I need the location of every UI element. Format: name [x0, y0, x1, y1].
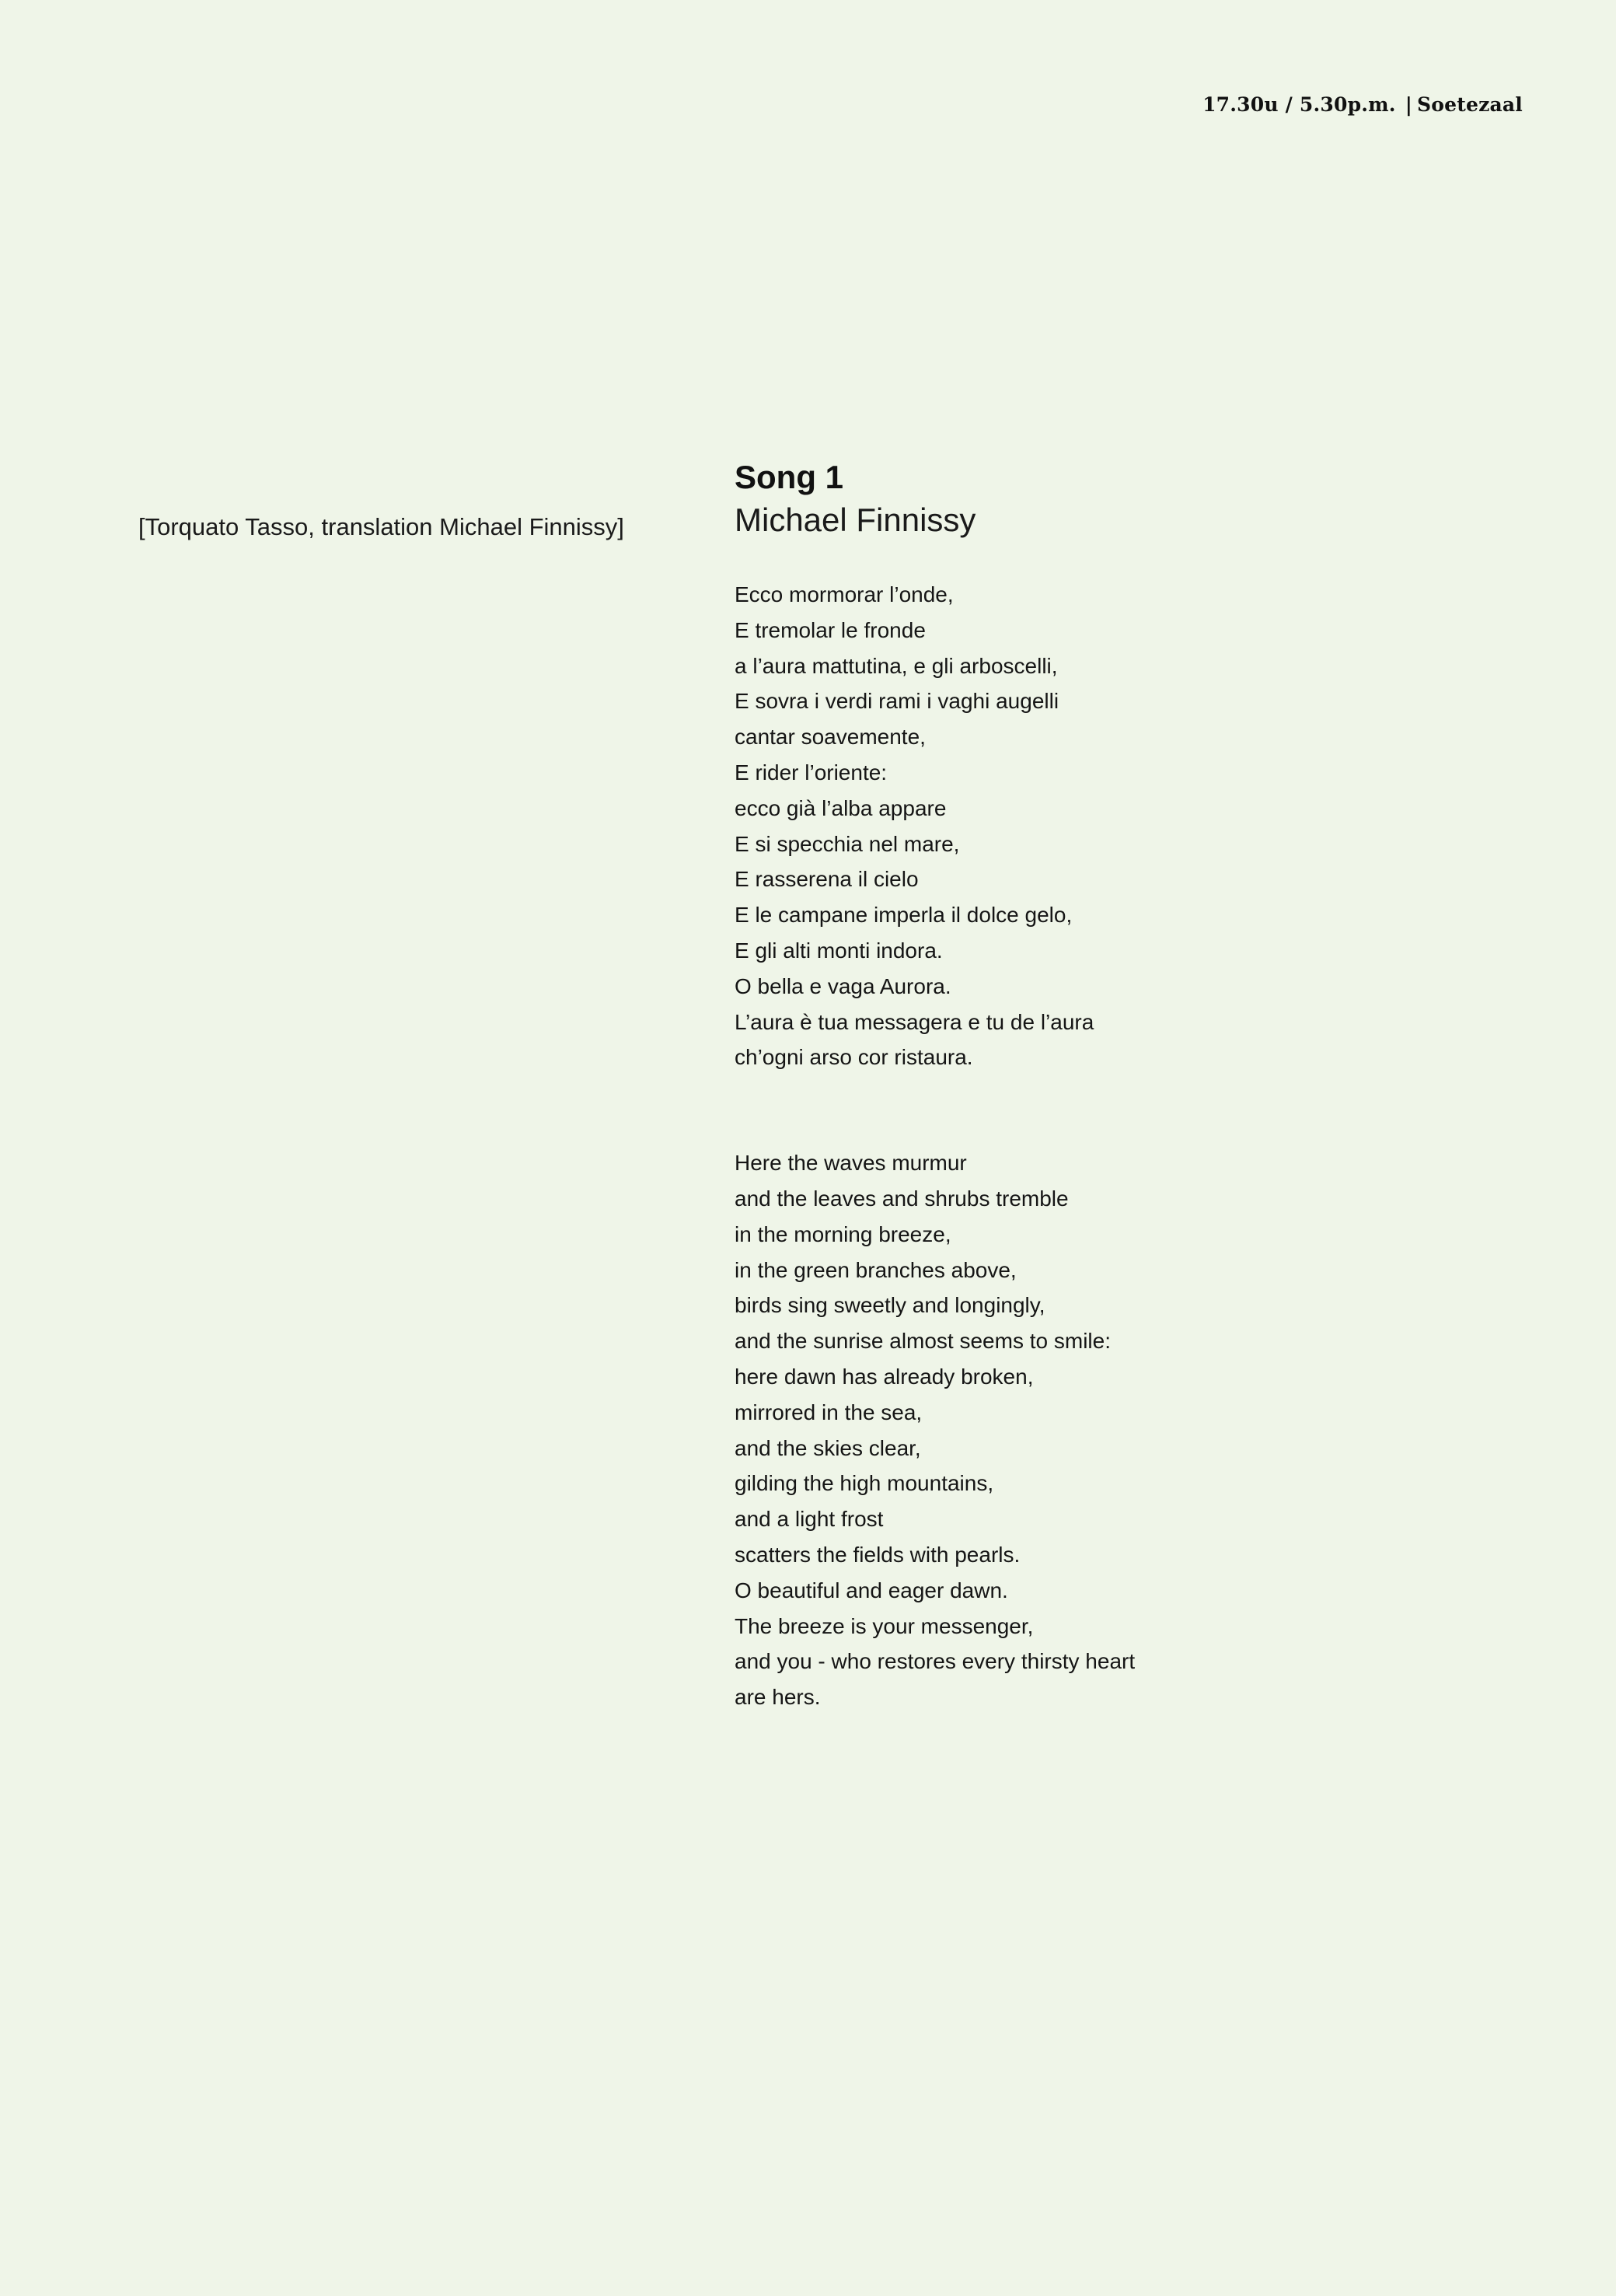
lyric-line: L’aura è tua messagera e tu de l’aura	[735, 1009, 1094, 1034]
lyric-line: E si specchia nel mare,	[735, 831, 960, 856]
lyric-line: ch’ogni arso cor ristaura.	[735, 1045, 973, 1070]
translation-line: birds sing sweetly and longingly,	[735, 1293, 1045, 1318]
translation-line: in the green branches above,	[735, 1257, 1017, 1282]
translation-line: and you - who restores every thirsty heart	[735, 1649, 1136, 1674]
song-block	[735, 457, 1135, 1715]
lyric-line: E rasserena il cielo	[735, 867, 919, 892]
lyric-line: E gli alti monti indora.	[735, 938, 943, 963]
translation-line: The breeze is your messenger,	[735, 1613, 1034, 1638]
text-credit: [Torquato Tasso, translation Michael Finnissy]	[138, 513, 624, 540]
translation-line: and the sunrise almost seems to smile:	[735, 1329, 1111, 1354]
translation-line: scatters the fields with pearls.	[735, 1542, 1021, 1567]
translation-line: gilding the high mountains,	[735, 1471, 994, 1496]
lyric-line: cantar soavemente,	[735, 725, 926, 750]
lyric-line: ecco già l’alba appare	[735, 795, 947, 820]
lyric-line: E sovra i verdi rami i vaghi augelli	[735, 689, 1059, 714]
event-time: 17.30u / 5.30p.m.	[1202, 93, 1396, 116]
lyric-line: a l’aura mattutina, e gli arboscelli,	[735, 653, 1058, 678]
song-title: Song 1	[735, 459, 844, 495]
event-venue: Soetezaal	[1417, 93, 1523, 116]
translation-line: O beautiful and eager dawn.	[735, 1578, 1008, 1602]
translation-line: here dawn has already broken,	[735, 1364, 1034, 1389]
lyric-line: E le campane imperla il dolce gelo,	[735, 903, 1073, 928]
header-separator: |	[1405, 93, 1413, 116]
english-translation	[735, 1145, 1135, 1715]
translation-line: are hers.	[735, 1685, 821, 1710]
translation-line: mirrored in the sea,	[735, 1400, 923, 1424]
translation-line: in the morning breeze,	[735, 1221, 951, 1246]
lyric-line: Ecco mormorar l’onde,	[735, 582, 954, 606]
composer-name: Michael Finnissy	[735, 501, 976, 538]
italian-lyrics	[735, 577, 1135, 1075]
translation-line: and a light frost	[735, 1507, 884, 1532]
lyric-line: E tremolar le fronde	[735, 617, 926, 642]
lyric-line: O bella e vaga Aurora.	[735, 973, 951, 998]
translation-line: and the leaves and shrubs tremble	[735, 1186, 1069, 1211]
event-info	[1202, 93, 1523, 116]
translation-line: and the skies clear,	[735, 1435, 921, 1460]
lyric-line: E rider l’oriente:	[735, 760, 888, 785]
translation-line: Here the waves murmur	[735, 1151, 967, 1176]
